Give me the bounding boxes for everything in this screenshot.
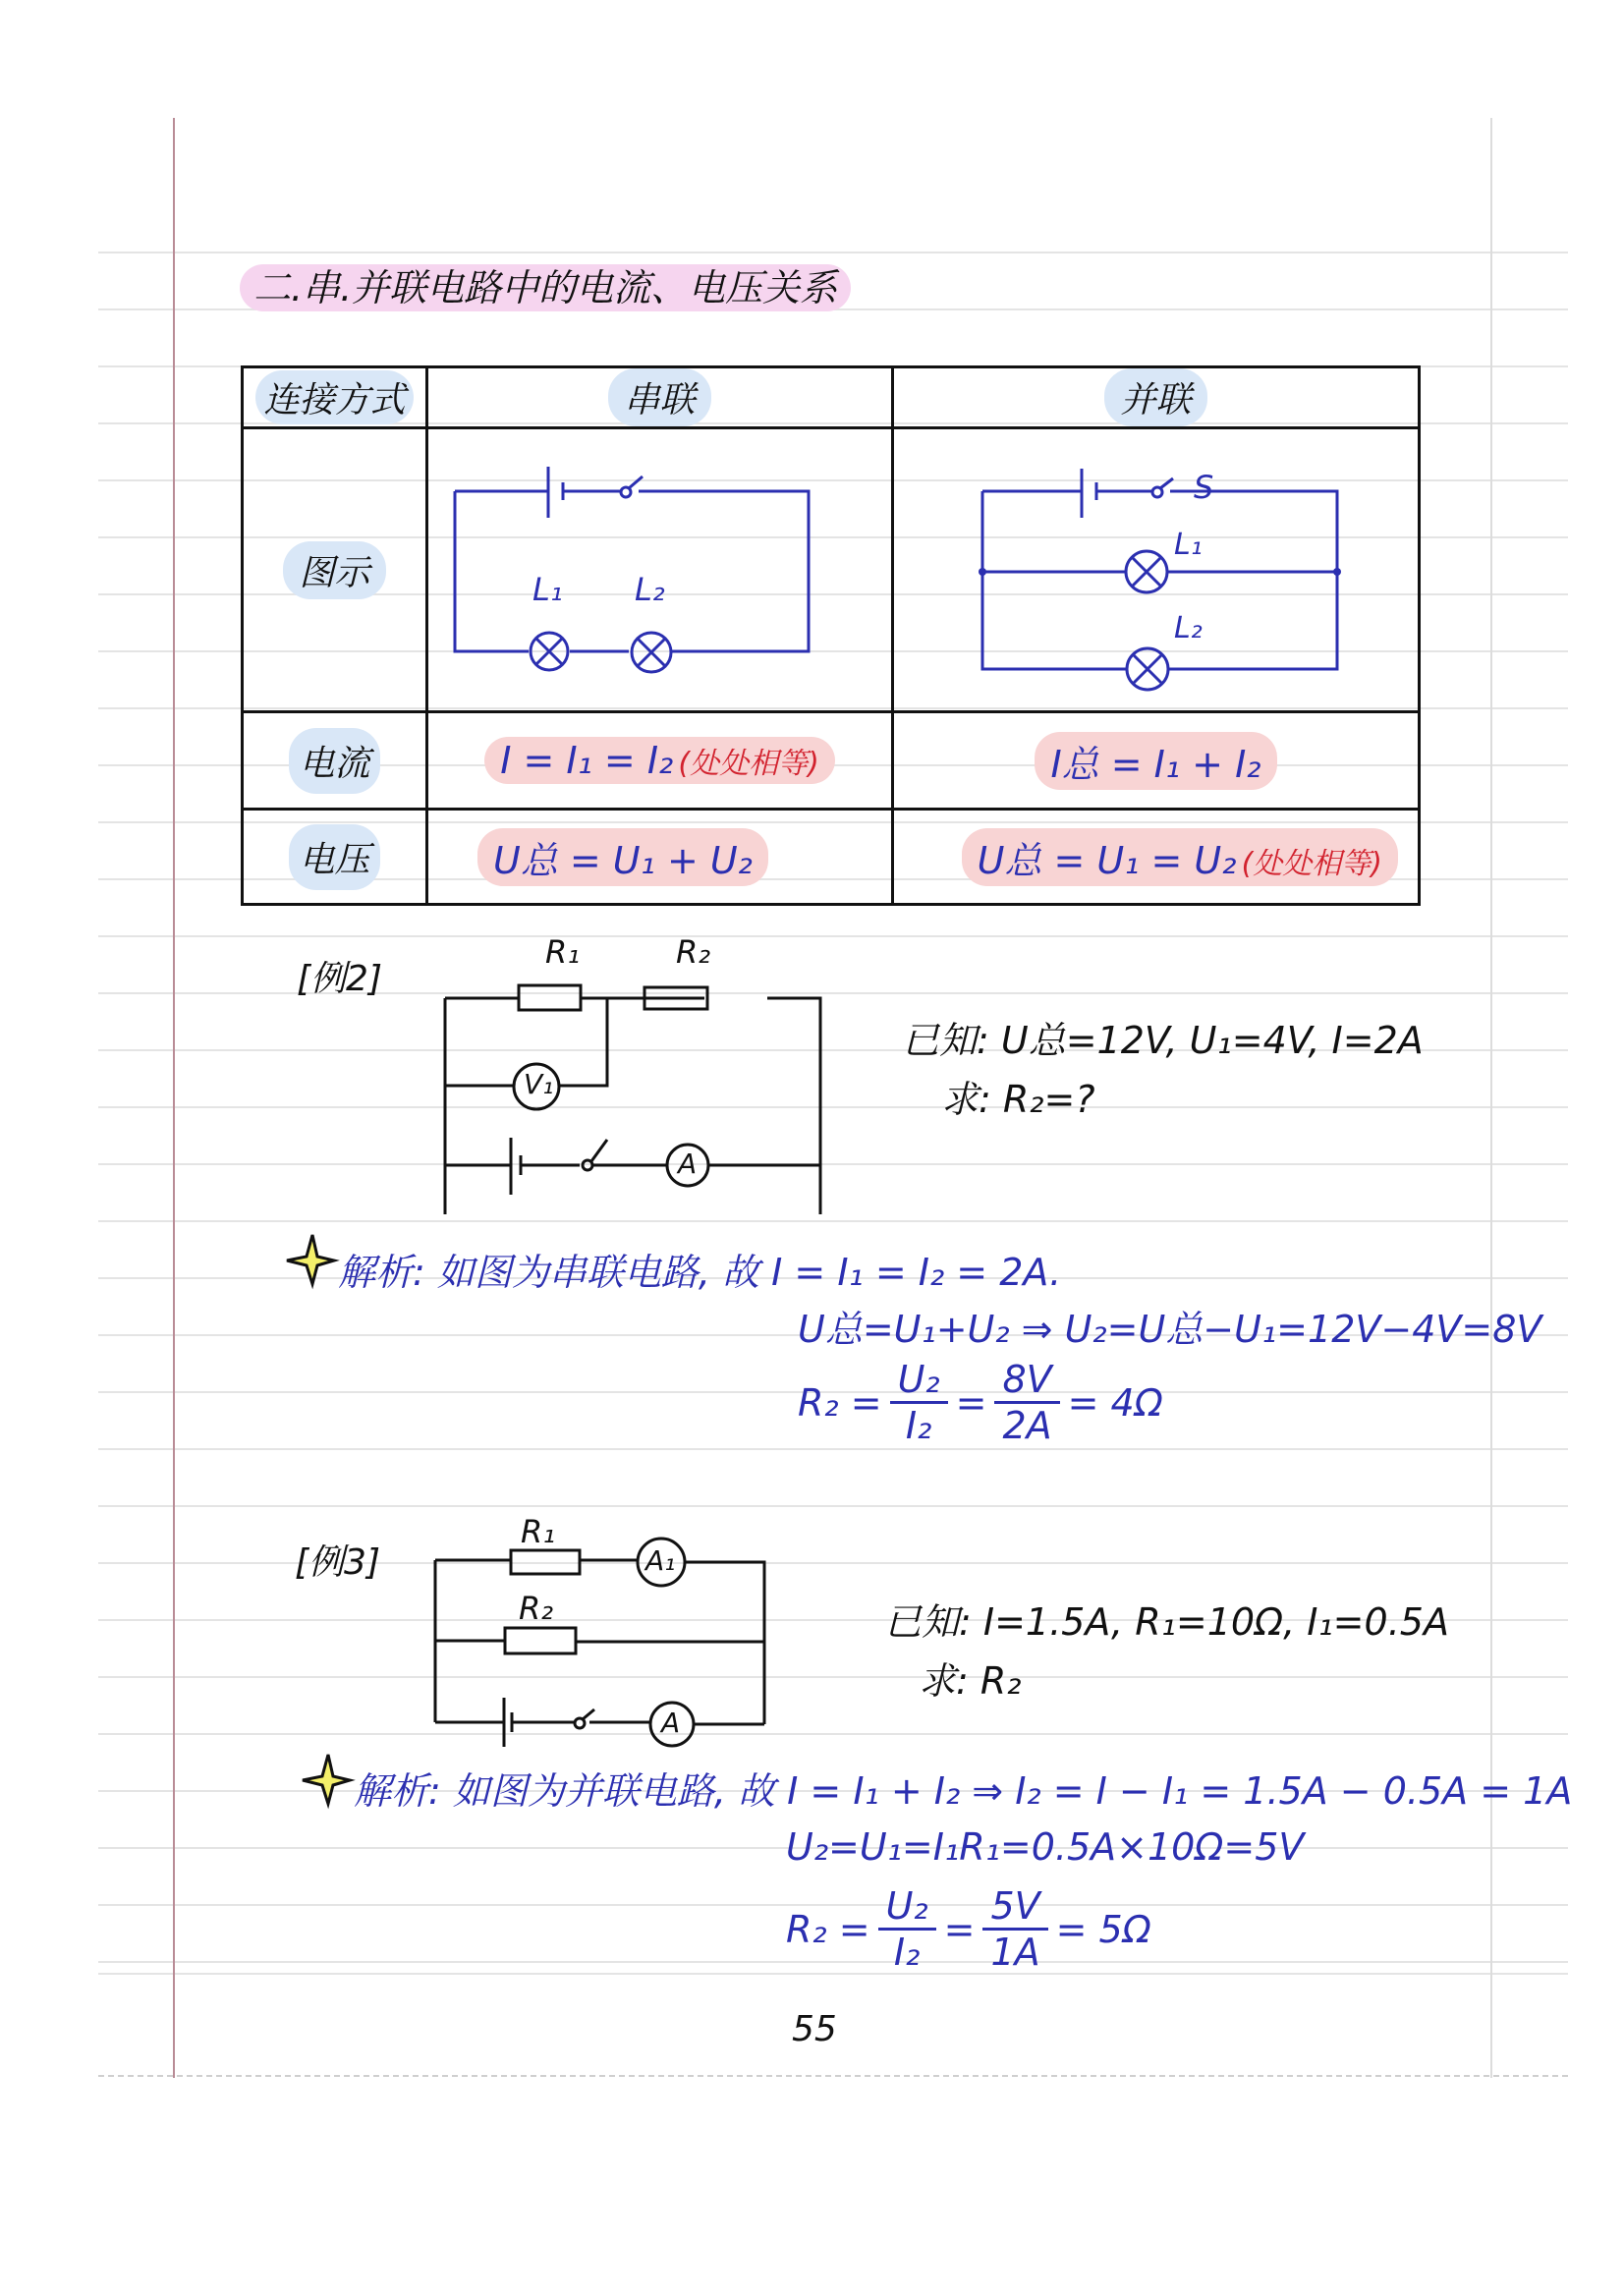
row-label-cell (243, 712, 427, 810)
example2-given: 已知: U总=12V, U₁=4V, I=2A (902, 1019, 1424, 1062)
fraction-numerator: U₂ (890, 1358, 948, 1404)
fraction-denominator: 2A (1002, 1404, 1052, 1447)
example2-tag: [例2] (297, 959, 382, 999)
switch-lever (583, 1709, 594, 1719)
example3-find: 求: R₂ (919, 1659, 1022, 1703)
resistor-r2-icon (505, 1628, 576, 1653)
junction-dot (979, 568, 986, 576)
example2-solution-line3 (798, 1358, 1163, 1447)
series-voltage-formula: U总 = U₁ + U₂ (493, 838, 753, 882)
rule-line (98, 1220, 1568, 1222)
rule-line (98, 1676, 1568, 1678)
header-cell-series (427, 367, 893, 428)
parallel-voltage-cell (893, 810, 1420, 905)
example3-solution-line2: U₂=U₁=I₁R₁=0.5A×10Ω=5V (786, 1825, 1305, 1869)
parallel-voltage-formula: U总 = U₁ = U₂ (977, 838, 1237, 882)
left-margin-line (173, 118, 175, 2078)
fraction (878, 1884, 936, 1974)
page-number: 55 (792, 2009, 837, 2049)
series-voltage-cell (427, 810, 893, 905)
row-label-current: 电流 (289, 728, 379, 794)
example3-r2-lhs: R₂ = (786, 1907, 870, 1951)
parallel-switch-label: S (1194, 469, 1214, 506)
table-row-voltage (243, 810, 1420, 905)
example2-solution-line2: U总=U₁+U₂ ⇒ U₂=U总−U₁=12V−4V=8V (798, 1308, 1542, 1351)
row-label-cell (243, 428, 427, 712)
parallel-circuit-diagram (894, 429, 1418, 713)
parallel-lamp1-label: L₁ (1174, 528, 1203, 562)
example3-solution-line1: 解析: 如图为并联电路, 故 I = I₁ + I₂ ⇒ I₂ = I − I₁ = 1.5A − 0.5A = 1A (354, 1769, 1573, 1813)
table-row-diagram (243, 428, 1420, 712)
header-series-label: 串联 (608, 368, 710, 426)
rule-line (98, 252, 1568, 253)
header-parallel-label: 并联 (1104, 368, 1206, 426)
header-cell-parallel (893, 367, 1420, 428)
section-title-text: 二.串.并联电路中的电流、电压关系 (240, 264, 851, 311)
star-icon (299, 1753, 352, 1806)
equals-sign: = (955, 1380, 987, 1425)
row-label-cell (243, 810, 427, 905)
junction-dot (1333, 568, 1341, 576)
series-diagram-cell (427, 428, 893, 712)
series-current-cell (427, 712, 893, 810)
example3-tag: [例3] (295, 1542, 380, 1583)
series-lamp1-label: L₁ (532, 571, 563, 608)
rule-line (98, 1448, 1568, 1450)
series-current-note: (处处相等) (678, 747, 819, 781)
rule-line (98, 1733, 1568, 1735)
equals-sign: = (943, 1907, 976, 1951)
fraction-numerator: 8V (994, 1358, 1059, 1404)
example3-ammeter-label: A (661, 1707, 681, 1739)
star-icon (283, 1233, 336, 1286)
example3-given: 已知: I=1.5A, R₁=10Ω, I₁=0.5A (884, 1600, 1449, 1644)
example3-circuit-diagram (432, 1533, 786, 1768)
fraction-numerator: 5V (982, 1884, 1047, 1931)
example2-r1-label: R₁ (545, 933, 581, 971)
example2-r2-label: R₂ (676, 933, 711, 971)
switch-lever (591, 1140, 607, 1161)
resistor-r1-icon (519, 985, 581, 1010)
row-label-voltage: 电压 (289, 824, 379, 890)
example2-ammeter-label: A (678, 1148, 698, 1180)
table-header-row (243, 367, 1420, 428)
parallel-voltage-note: (处处相等) (1241, 846, 1382, 881)
example2-voltmeter-label: V₁ (524, 1068, 554, 1100)
example3-ammeter1-label: A₁ (645, 1544, 676, 1577)
example2-result: = 4Ω (1067, 1380, 1163, 1425)
fraction-denominator: 1A (990, 1931, 1040, 1974)
example3-solution-line3 (786, 1884, 1151, 1974)
example2-find: 求: R₂=? (941, 1078, 1095, 1121)
fraction-numerator: U₂ (878, 1884, 936, 1931)
example2-solution-line1: 解析: 如图为串联电路, 故 I = I₁ = I₂ = 2A. (338, 1251, 1062, 1294)
fraction-denominator: I₂ (905, 1404, 932, 1447)
header-connection-label: 连接方式 (255, 370, 413, 424)
fraction-denominator: I₂ (893, 1931, 921, 1974)
example2-circuit-diagram (432, 933, 845, 1169)
relation-table (241, 365, 1421, 906)
parallel-lamp2-label: L₂ (1174, 611, 1203, 645)
switch-lever (629, 476, 643, 488)
dashed-footer-line (98, 2075, 1568, 2077)
example3-r2-label: R₂ (519, 1590, 554, 1627)
parallel-current-formula: I总 = I₁ + I₂ (1050, 742, 1261, 786)
fraction (890, 1358, 948, 1447)
example2-r2-lhs: R₂ = (798, 1380, 882, 1425)
parallel-current-cell (893, 712, 1420, 810)
series-lamp2-label: L₂ (635, 571, 665, 608)
row-label-diagram: 图示 (283, 541, 385, 599)
parallel-diagram-cell (893, 428, 1420, 712)
header-cell-connection (243, 367, 427, 428)
example3-result: = 5Ω (1055, 1907, 1151, 1951)
section-title (240, 257, 851, 311)
rule-line (98, 1505, 1568, 1507)
resistor-r1-icon (511, 1550, 580, 1574)
example3-r1-label: R₁ (521, 1513, 556, 1550)
table-row-current (243, 712, 1420, 810)
fraction (982, 1884, 1047, 1974)
fraction (994, 1358, 1059, 1447)
series-current-formula: I = I₁ = I₂ (500, 739, 674, 782)
